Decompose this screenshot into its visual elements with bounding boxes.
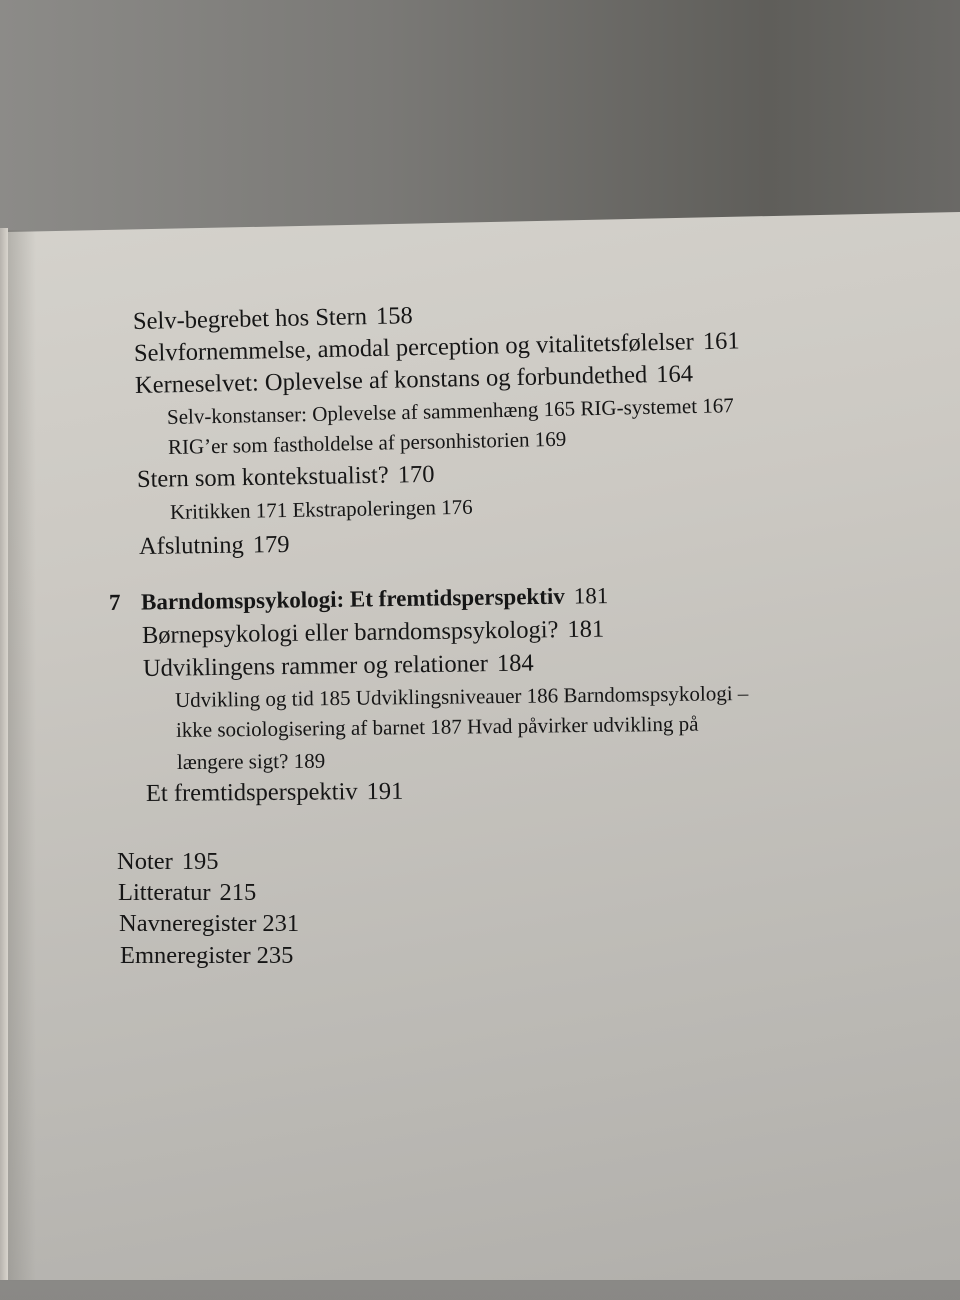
back-matter-page: 195 <box>181 848 219 875</box>
toc-subentries: Selv-konstanser: Oplevelse af sammenhæng 165 RIG-systemet 167 <box>166 393 735 429</box>
toc-entry-page: 161 <box>702 327 740 356</box>
toc-subentries: Kritikken 171 Ekstrapoleringen 176 <box>169 494 473 524</box>
toc-entry-title: Selvfornemmelse, amodal perception og vitalitetsfølelser <box>133 328 695 367</box>
toc-entry-title: Stern som kontekstualist? <box>136 461 389 493</box>
back-matter-page: 235 <box>256 942 294 969</box>
toc-entry-page: 164 <box>655 360 694 389</box>
back-matter-entry <box>120 944 293 969</box>
toc-entry-page: 158 <box>375 302 414 330</box>
toc-entry-title: Børnepsykologi eller barndomspsykologi? <box>141 616 559 649</box>
toc-entry-title: Selv-begrebet hos Stern <box>132 303 368 335</box>
back-matter-entry <box>117 850 219 875</box>
chapter-number: 7 <box>108 589 121 615</box>
toc-entry <box>133 304 413 334</box>
back-matter-title: Navneregister <box>119 910 257 937</box>
toc-entry <box>134 329 740 366</box>
toc-entry-page: 170 <box>397 460 435 489</box>
back-matter-title: Noter <box>117 848 173 875</box>
toc-entry <box>145 777 404 807</box>
toc-entry-title: Afslutning <box>138 531 244 560</box>
toc-entry-page: 191 <box>366 777 404 806</box>
toc-entry <box>142 649 534 682</box>
toc-subentries: længere sigt? 189 <box>176 748 326 774</box>
back-matter-entry <box>119 912 299 937</box>
chapter-page: 181 <box>573 583 609 609</box>
toc-entry <box>135 362 693 398</box>
back-matter-title: Litteratur <box>118 879 211 906</box>
back-matter-page: 215 <box>219 879 257 906</box>
toc-subentries: Udvikling og tid 185 Udviklingsniveauer 186 Barndomspsykologi – <box>174 680 749 712</box>
toc-subentries: ikke sociologisering af barnet 187 Hvad påvirker udvikling på <box>175 711 699 742</box>
chapter-title: Barndomspsykologi: Et fremtidsperspektiv <box>140 583 565 615</box>
back-matter-page: 231 <box>262 910 300 937</box>
back-matter-entry <box>118 881 256 906</box>
toc-entry-title: Udviklingens rammer og relationer <box>142 650 489 682</box>
toc-entry-page: 184 <box>496 649 534 678</box>
toc-entry <box>138 530 290 560</box>
toc-entry <box>141 615 605 649</box>
chapter-heading <box>109 584 609 614</box>
toc-entry-title: Et fremtidsperspektiv <box>145 778 358 807</box>
toc-entry <box>136 460 435 493</box>
toc-entry-page: 179 <box>252 530 290 559</box>
toc-entry-page: 181 <box>567 615 605 644</box>
back-matter-title: Emneregister <box>120 942 251 969</box>
toc-subentries: RIG’er som fastholdelse af personhistorien 169 <box>167 426 567 459</box>
toc-entry-title: Kerneselvet: Oplevelse af konstans og forbundethed <box>134 361 648 399</box>
